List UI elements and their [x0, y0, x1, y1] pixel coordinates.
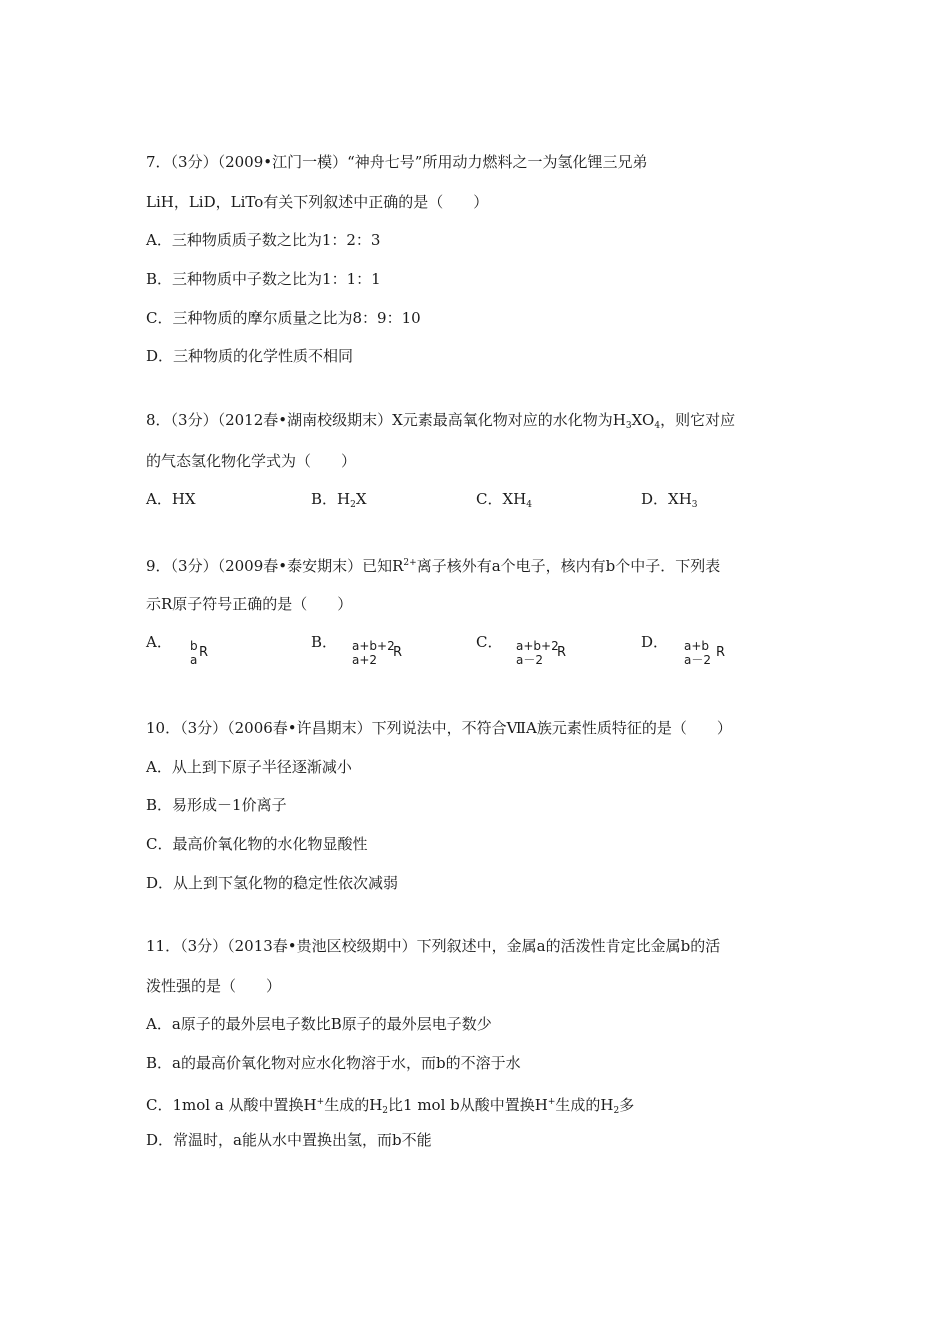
- q8-option-c: C．$XH_4$: [476, 490, 532, 510]
- mass-number: a+b+2: [516, 639, 559, 653]
- q10-stem-line1: 10．（3分）（2006春•许昌期末）下列说法中，不符合ⅦA族元素性质特征的是（ ）: [146, 719, 732, 737]
- q11-option-c: C．1mol a 从酸中置换H+生成的$H_2$比1 mol b从酸中置换H+生成的$H_2$多: [146, 1096, 635, 1116]
- q10-option-d: D．从上到下氢化物的稳定性依次减弱: [146, 874, 399, 892]
- q10-option-b: B．易形成－1价离子: [146, 796, 287, 814]
- q8-option-b: B．$H_2X$: [311, 490, 367, 510]
- q9-stem-line2: 示R原子符号正确的是（ ）: [146, 595, 353, 613]
- q9-option-d-label: D．: [641, 633, 669, 651]
- q7-option-b: B．三种物质中子数之比为1：1：1: [146, 270, 381, 288]
- element-symbol: R: [557, 645, 567, 660]
- element-symbol: R: [716, 645, 726, 660]
- q8-stem-line2: 的气态氢化物化学式为（ ）: [146, 452, 357, 470]
- q9-stem-line1: 9．（3分）（2009春•泰安期末）已知$R^{2+}$离子核外有a个电子，核内有b个中子．下列表: [146, 557, 721, 575]
- q9-option-b-nuclide: [352, 640, 412, 668]
- mass-number: a+b+2: [352, 639, 395, 653]
- q9-option-c-label: C．: [476, 633, 503, 651]
- q9-option-a-label: A．: [146, 633, 172, 651]
- element-symbol: R: [199, 645, 209, 660]
- q11-stem-line1: 11．（3分）（2013春•贵池区校级期中）下列叙述中，金属a的活泼性肯定比金属b的活: [146, 937, 721, 955]
- q9-option-b-label: B．: [311, 633, 338, 651]
- q7-stem-line1: 7．（3分）（2009•江门一模）“神舟七号”所用动力燃料之一为氢化锂三兄弟: [146, 153, 648, 171]
- q11-option-a: A．a原子的最外层电子数比B原子的最外层电子数少: [146, 1015, 492, 1033]
- q7-option-c: C．三种物质的摩尔质量之比为8：9：10: [146, 309, 421, 327]
- q9-option-a-nuclide: [190, 640, 220, 668]
- q11-option-b: B．a的最高价氧化物对应水化物溶于水，而b的不溶于水: [146, 1054, 521, 1072]
- q11-stem-line2: 泼性强的是（ ）: [146, 977, 282, 995]
- atomic-number: a－2: [516, 653, 543, 667]
- q8-stem-line1: 8．（3分）（2012春•湖南校级期末）X元素最高氧化物对应的水化物为$H_3XO_4$，则它对应: [146, 411, 736, 431]
- q9-option-d-nuclide: [684, 640, 744, 668]
- q11-option-d: D．常温时，a能从水中置换出氢，而b不能: [146, 1131, 432, 1149]
- mass-number: a+b: [684, 639, 710, 653]
- q10-option-a: A．从上到下原子半径逐渐减小: [146, 758, 352, 776]
- q7-option-d: D．三种物质的化学性质不相同: [146, 347, 354, 365]
- q7-option-a: A．三种物质质子数之比为1：2：3: [146, 231, 381, 249]
- element-symbol: R: [393, 645, 403, 660]
- q8-option-a: A．HX: [146, 490, 196, 508]
- mass-number: b: [190, 639, 198, 653]
- q10-option-c: C．最高价氧化物的水化物显酸性: [146, 835, 368, 853]
- q7-stem-line2: LiH，LiD，LiTo有关下列叙述中正确的是（ ）: [146, 193, 489, 211]
- atomic-number: a+2: [352, 653, 378, 667]
- atomic-number: a: [190, 653, 198, 667]
- q9-option-c-nuclide: [516, 640, 576, 668]
- atomic-number: a－2: [684, 653, 711, 667]
- q8-option-d: D．$XH_3$: [641, 490, 698, 510]
